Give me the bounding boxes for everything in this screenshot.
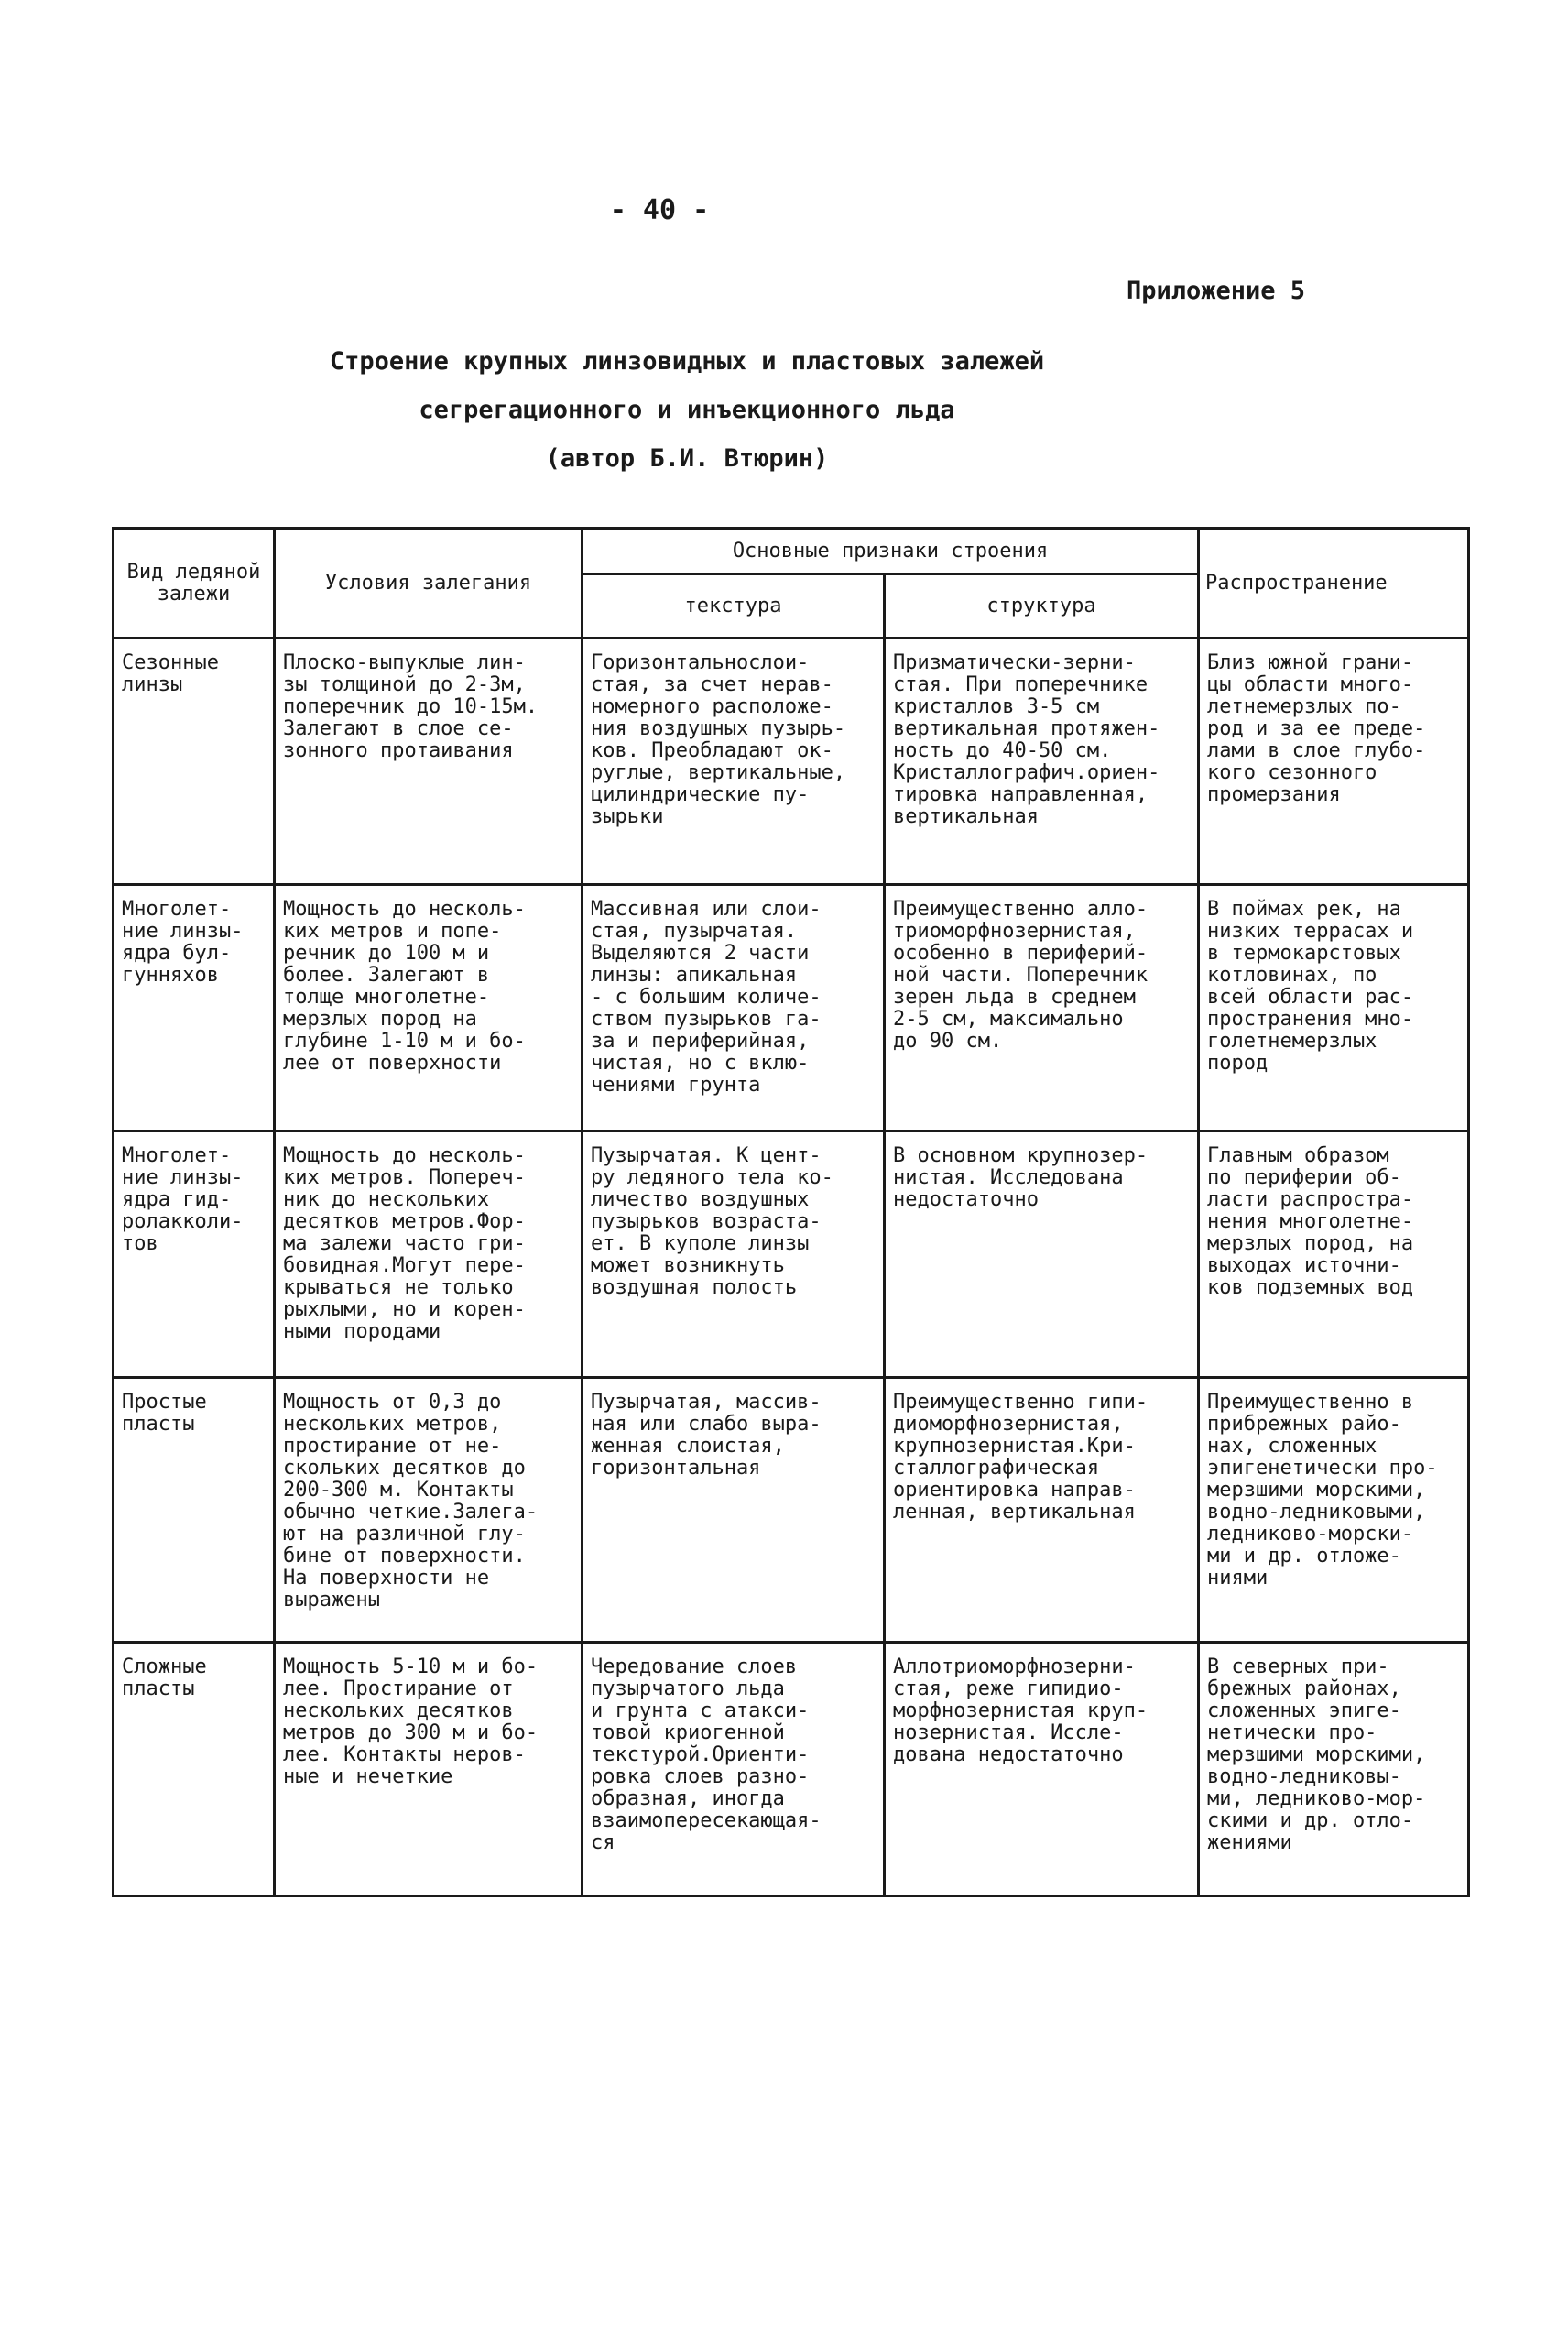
table-row: [114, 1131, 1469, 1378]
cell-spread: Преимущественно в прибрежных райо- нах, сложенных эпигенетически про- мерзшими морскими, водно-ледниковыми, ледниково-морски- ми и др. отложе- ниями: [1199, 1378, 1469, 1643]
cell-structure: Призматически-зерни- стая. При поперечнике кристаллов 3-5 см вертикальная протяжен- ность до 40-50 см. Кристаллографич.ориен- тировка направленная, вертикальная: [885, 639, 1199, 885]
cell-spread: В поймах рек, на низких террасах и в термокарстовых котловинах, по всей области рас- пространения мно- голетнемерзлых пород: [1199, 885, 1469, 1131]
cell-texture: Пузырчатая, массив- ная или слабо выра- женная слоистая, горизонтальная: [583, 1378, 885, 1643]
cell-conditions: Мощность 5-10 м и бо- лее. Простирание от нескольких десятков метров до 300 м и бо- лее. Контакты неров- ные и нечеткие: [275, 1643, 583, 1896]
cell-ice-kind: Сложные пласты: [114, 1643, 275, 1896]
page-number: - 40 -: [609, 194, 710, 226]
table-row: [114, 1378, 1469, 1643]
header-structure: структура: [885, 574, 1199, 639]
cell-structure: Преимущественно алло- триоморфнозернистая, особенно в периферий- ной части. Поперечник зерен льда в среднем 2-5 см, максимально до 90 см.: [885, 885, 1199, 1131]
appendix-label: Приложение 5: [1127, 277, 1306, 305]
title-line-2: сегрегационного и инъекционного льда: [419, 396, 955, 424]
cell-texture: Горизонтальнослои- стая, за счет нерав- номерного расположе- ния воздушных пузырь- ков. Преобладают ок- руглые, вертикальные, цилиндрические пу- зырьки: [583, 639, 885, 885]
table-row: [114, 1643, 1469, 1896]
table-row: [114, 639, 1469, 885]
title-line-1: Строение крупных линзовидных и пластовых залежей: [329, 347, 1045, 376]
header-spread: Распространение: [1199, 529, 1469, 639]
cell-conditions: Мощность до несколь- ких метров и попе- речник до 100 м и более. Залегают в толще многолетне- мерзлых пород на глубине 1-10 м и бо- лее от поверхности: [275, 885, 583, 1131]
cell-ice-kind: Многолет- ние линзы- ядра бул- гунняхов: [114, 885, 275, 1131]
table-row: [114, 885, 1469, 1131]
cell-spread: Близ южной грани- цы области много- летнемерзлых по- род и за ее преде- лами в слое глубо- кого сезонного промерзания: [1199, 639, 1469, 885]
cell-ice-kind: Сезонные линзы: [114, 639, 275, 885]
cell-conditions: Мощность до несколь- ких метров. Попереч- ник до нескольких десятков метров.Фор- ма залежи часто гри- бовидная.Могут пере- крываться не только рыхлыми, но и корен- ными породами: [275, 1131, 583, 1378]
header-conditions: Условия залегания: [275, 529, 583, 639]
ice-deposits-table: [112, 527, 1470, 1897]
header-texture: текстура: [583, 574, 885, 639]
cell-texture: Массивная или слои- стая, пузырчатая. Выделяются 2 части линзы: апикальная - с большим количе- ством пузырьков га- за и периферийная, чистая, но с вклю- чениями грунта: [583, 885, 885, 1131]
document-title: [183, 337, 1191, 483]
header-main-features: Основные признаки строения: [583, 529, 1199, 574]
cell-spread: В северных при- брежных районах, сложенных эпиге- нетически про- мерзшими морскими, водно-ледниковы- ми, ледниково-мор- скими и др. отло- жениями: [1199, 1643, 1469, 1896]
cell-texture: Чередование слоев пузырчатого льда и грунта с атакси- товой криогенной текстурой.Ориенти- ровка слоев разно- образная, иногда взаимопересекающая- ся: [583, 1643, 885, 1896]
cell-structure: В основном крупнозер- нистая. Исследована недостаточно: [885, 1131, 1199, 1378]
cell-ice-kind: Многолет- ние линзы- ядра гид- ролакколи- тов: [114, 1131, 275, 1378]
cell-texture: Пузырчатая. К цент- ру ледяного тела ко- личество воздушных пузырьков возраста- ет. В куполе линзы может возникнуть воздушная полость: [583, 1131, 885, 1378]
cell-conditions: Мощность от 0,3 до нескольких метров, простирание от не- скольких десятков до 200-300 м. Контакты обычно четкие.Залега- ют на различной глу- бине от поверхности. На поверхности не выражены: [275, 1378, 583, 1643]
header-ice-kind: Вид ледяной залежи: [114, 529, 275, 639]
cell-ice-kind: Простые пласты: [114, 1378, 275, 1643]
cell-structure: Преимущественно гипи- диоморфнозернистая, крупнозернистая.Кри- сталлографическая ориентировка направ- ленная, вертикальная: [885, 1378, 1199, 1643]
cell-structure: Аллотриоморфнозерни- стая, реже гипидио- морфнозернистая круп- нозернистая. Иссле- дована недостаточно: [885, 1643, 1199, 1896]
cell-conditions: Плоско-выпуклые лин- зы толщиной до 2-3м, поперечник до 10-15м. Залегают в слое се- зонного протаивания: [275, 639, 583, 885]
title-line-3: (автор Б.И. Втюрин): [545, 444, 829, 473]
cell-spread: Главным образом по периферии об- ласти распростра- нения многолетне- мерзлых пород, на выходах источни- ков подземных вод: [1199, 1131, 1469, 1378]
